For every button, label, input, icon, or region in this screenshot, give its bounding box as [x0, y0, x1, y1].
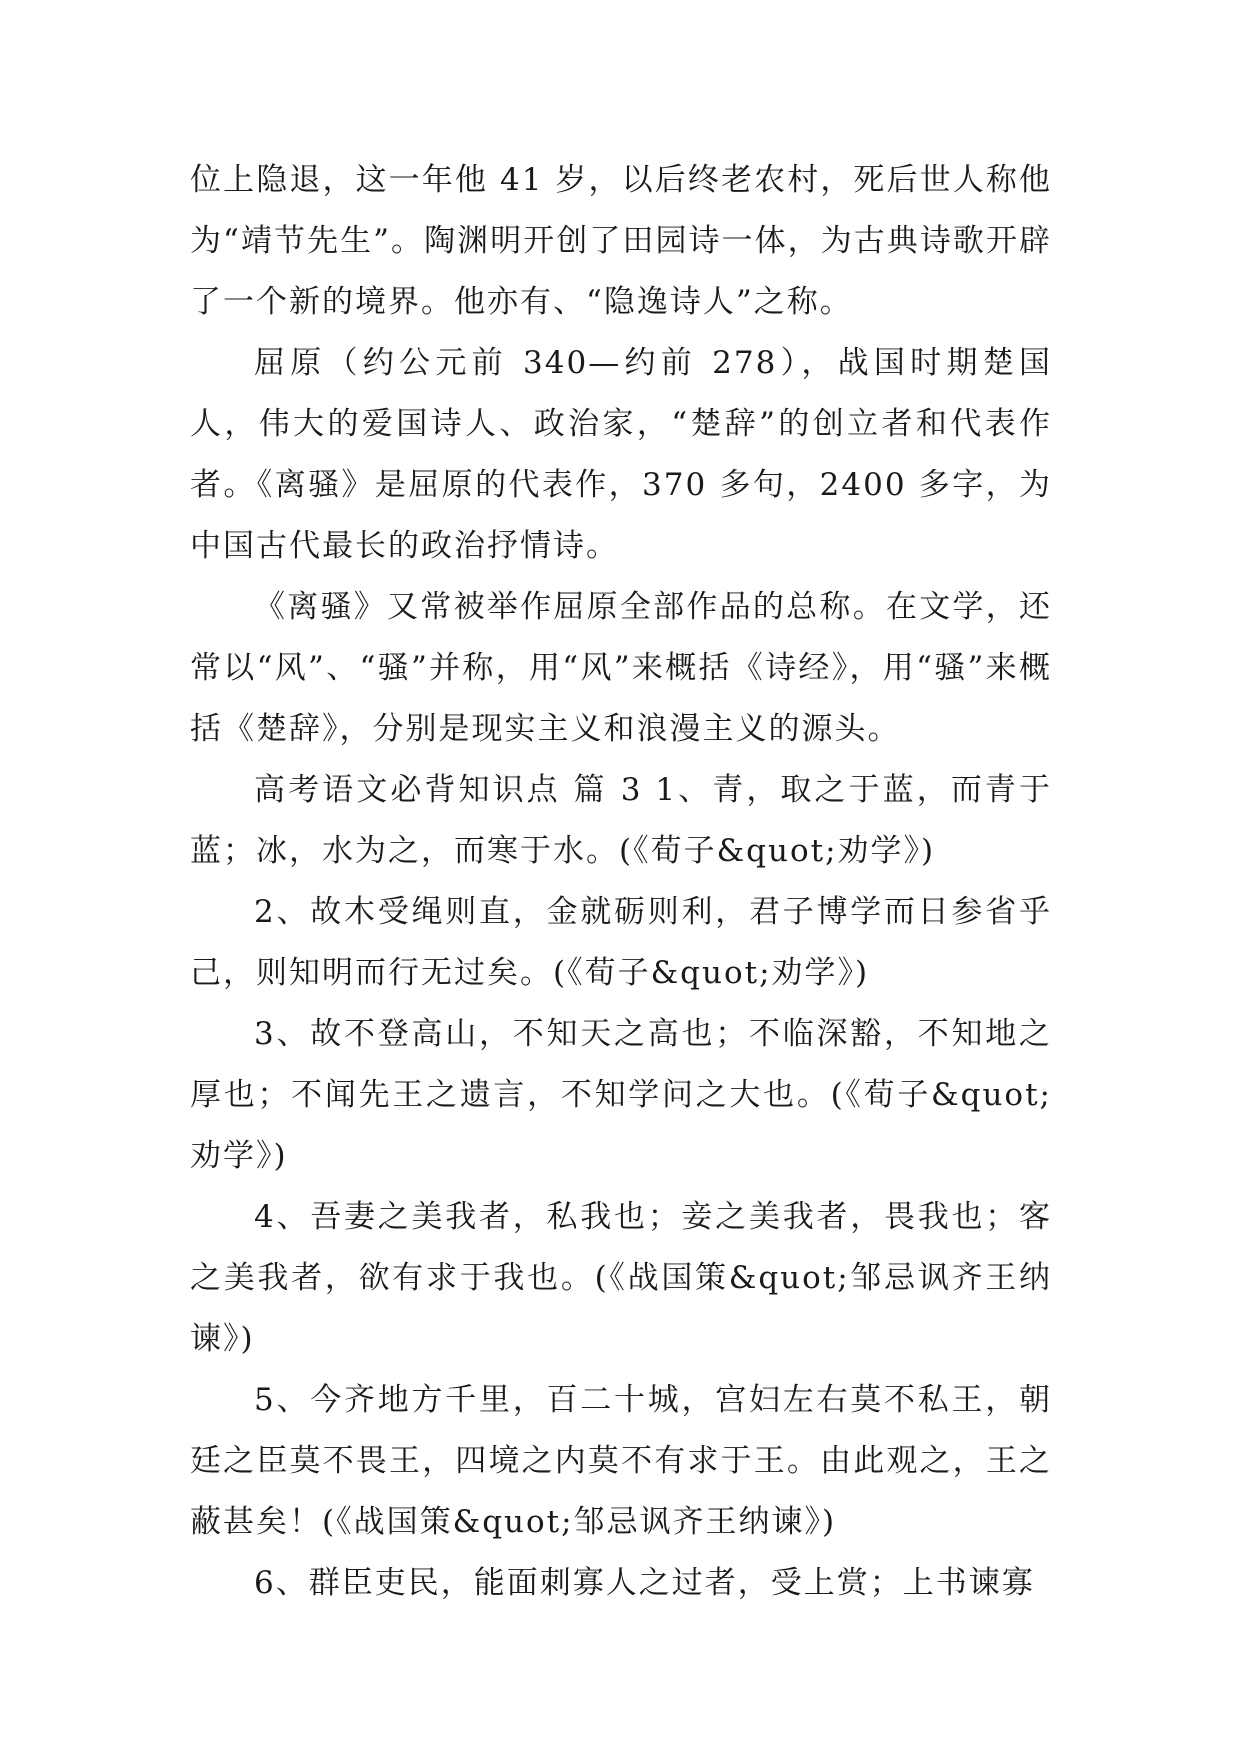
paragraph: 《离骚》又常被举作屈原全部作品的总称。在文学，还常以“风”、“骚”并称，用“风”来概括《诗经》，用“骚”来概括《楚辞》，分别是现实主义和浪漫主义的源头。 [190, 589, 1052, 747]
paragraph: 位上隐退，这一年他 41 岁，以后终老农村，死后世人称他为“靖节先生”。陶渊明开创了田园诗一体，为古典诗歌开辟了一个新的境界。他亦有、“隐逸诗人”之称。 [190, 162, 1052, 320]
paragraph: 2、故木受绳则直，金就砺则利，君子博学而日参省乎己，则知明而行无过矣。(《荀子&quot;劝学》) [190, 894, 1052, 991]
paragraph: 屈原（约公元前 340—约前 278），战国时期楚国人，伟大的爱国诗人、政治家，“楚辞”的创立者和代表作者。《离骚》是屈原的代表作，370 多句，2400 多字，为中国古代最长的政治抒情诗。 [190, 345, 1052, 564]
document-body [190, 150, 1052, 1614]
paragraph: 6、群臣吏民，能面刺寡人之过者，受上赏；上书谏寡 [254, 1565, 1035, 1601]
paragraph: 4、吾妻之美我者，私我也；妾之美我者，畏我也；客之美我者，欲有求于我也。(《战国策&quot;邹忌讽齐王纳谏》) [190, 1199, 1052, 1357]
paragraph: 高考语文必背知识点 篇 3 1、青，取之于蓝，而青于蓝；冰，水为之，而寒于水。(《荀子&quot;劝学》) [190, 772, 1052, 869]
paragraph: 3、故不登高山，不知天之高也；不临深豁，不知地之厚也；不闻先王之遗言，不知学问之大也。(《荀子&quot;劝学》) [190, 1016, 1052, 1174]
paragraph: 5、今齐地方千里，百二十城，宫妇左右莫不私王，朝廷之臣莫不畏王，四境之内莫不有求于王。由此观之，王之蔽甚矣！(《战国策&quot;邹忌讽齐王纳谏》) [190, 1382, 1052, 1540]
